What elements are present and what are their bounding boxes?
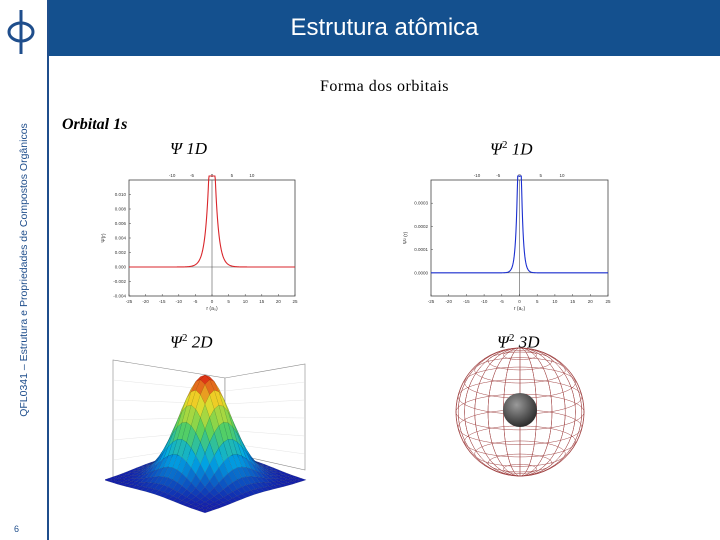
y-tick-label: 0.0001 bbox=[414, 247, 428, 253]
x-tick-label: -15 bbox=[463, 299, 470, 304]
x-tick-label: -10 bbox=[175, 299, 183, 304]
psi2-3d-sphere bbox=[450, 344, 590, 484]
y-tick-label: 0.008 bbox=[114, 206, 126, 212]
x-tick-label: -25 bbox=[427, 299, 435, 304]
psi2-2d-label: $\Psi^2$ 2D bbox=[170, 332, 213, 352]
top-tick-label: -5 bbox=[496, 173, 501, 178]
y-tick-label: -0.004 bbox=[113, 293, 126, 299]
x-axis-label: r (a₀) bbox=[206, 306, 218, 312]
course-title: QFL0341 – Estrutura e Propriedades de Compostos Orgânicos bbox=[18, 123, 30, 417]
y-tick-label: 0.004 bbox=[114, 235, 126, 241]
y-axis-label: Ψ² (r) bbox=[403, 231, 409, 245]
x-tick-label: 15 bbox=[570, 299, 576, 304]
x-tick-label: 10 bbox=[242, 299, 248, 304]
x-tick-label: 10 bbox=[552, 299, 558, 304]
y-tick-label: 0.0000 bbox=[414, 270, 428, 276]
x-tick-label: 15 bbox=[259, 299, 265, 304]
psi2-1d-plot bbox=[398, 166, 612, 316]
top-tick-label: -10 bbox=[473, 173, 481, 178]
top-tick-label: 5 bbox=[230, 173, 234, 178]
slide-subtitle: Forma dos orbitais bbox=[320, 78, 449, 95]
page-number: 6 bbox=[14, 524, 20, 534]
x-tick-label: -5 bbox=[499, 299, 504, 304]
psi2-1d-label: $\Psi^2$ 1D bbox=[490, 139, 533, 159]
x-tick-label: 20 bbox=[275, 299, 281, 304]
y-tick-label: -0.002 bbox=[113, 279, 126, 284]
top-tick-label: -5 bbox=[190, 173, 195, 178]
psi-1d-plot bbox=[100, 166, 300, 316]
x-tick-label: -25 bbox=[125, 299, 133, 304]
orbital-label: Orbital 1s bbox=[62, 116, 128, 133]
y-tick-label: 0.006 bbox=[114, 221, 126, 226]
x-tick-label: -20 bbox=[142, 299, 149, 304]
psi2-2d-surface-plot bbox=[105, 352, 310, 532]
top-tick-label: 5 bbox=[539, 173, 542, 178]
sidebar bbox=[0, 0, 48, 540]
nucleus-sphere bbox=[503, 393, 537, 427]
x-tick-label: -5 bbox=[193, 299, 198, 304]
y-tick-label: 0.000 bbox=[114, 264, 126, 270]
x-axis-label: r (a₀) bbox=[513, 306, 526, 312]
y-tick-label: 0.0002 bbox=[414, 223, 428, 229]
x-tick-label: 20 bbox=[587, 299, 593, 304]
y-tick-label: 0.0003 bbox=[414, 200, 428, 206]
y-axis-label: Ψ(r) bbox=[101, 233, 107, 243]
x-tick-label: 25 bbox=[292, 299, 298, 304]
slide-title: Estrutura atômica bbox=[290, 14, 479, 41]
top-tick-label: 10 bbox=[249, 173, 255, 178]
top-tick-label: 0 bbox=[518, 173, 521, 178]
x-tick-label: 0 bbox=[210, 299, 214, 304]
psi-1d-label: Ψ 1D bbox=[170, 139, 207, 158]
y-tick-label: 0.002 bbox=[114, 250, 126, 255]
x-tick-label: 5 bbox=[227, 299, 230, 304]
university-logo-icon bbox=[4, 6, 38, 58]
x-tick-label: -20 bbox=[445, 299, 452, 304]
x-tick-label: -15 bbox=[158, 299, 166, 304]
x-tick-label: 5 bbox=[535, 299, 539, 304]
x-tick-label: 0 bbox=[518, 299, 521, 304]
title-bar bbox=[49, 0, 720, 56]
y-tick-label: 0.010 bbox=[114, 192, 126, 197]
top-tick-label: -10 bbox=[168, 173, 176, 178]
x-tick-label: 25 bbox=[605, 299, 611, 304]
top-tick-label: 10 bbox=[559, 173, 565, 178]
x-tick-label: -10 bbox=[480, 299, 488, 304]
top-tick-label: 0 bbox=[210, 173, 214, 178]
psi2-3d-label: $\Psi^2$ 3D bbox=[497, 332, 540, 352]
